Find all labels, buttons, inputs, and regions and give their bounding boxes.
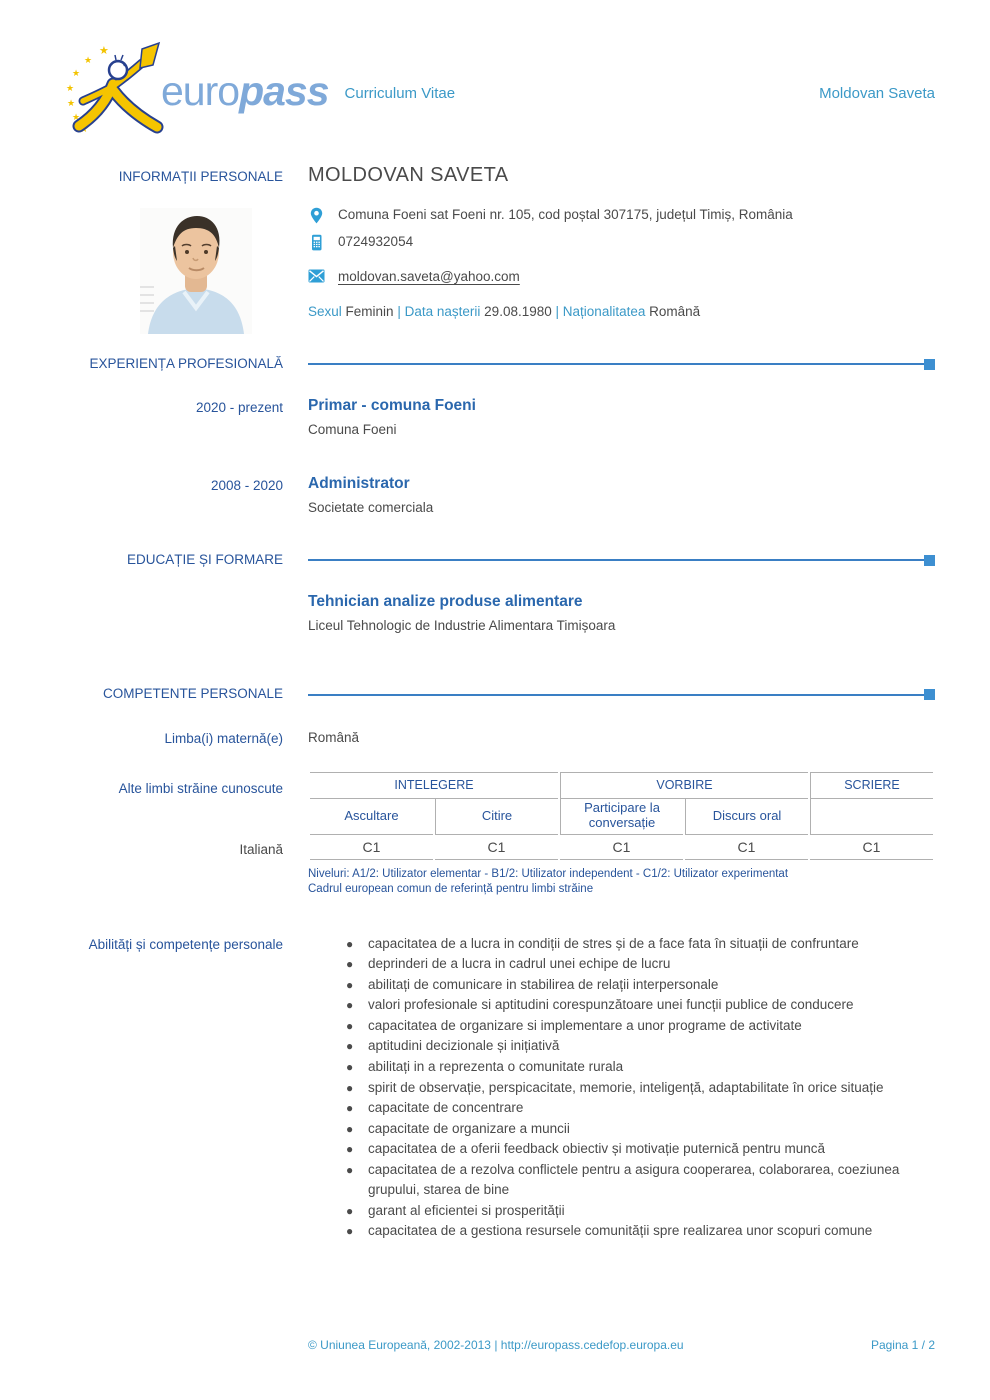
table-subheader-conversation: Participare la conversație — [560, 799, 683, 835]
skill-item — [308, 1078, 935, 1099]
skill-text: capacitate de organizare a muncii — [368, 1120, 570, 1136]
mother-tongue-row — [0, 730, 990, 748]
bullet-icon: ● — [346, 1101, 354, 1116]
skill-text: capacitatea de organizare si implementare a unor programe de activitate — [368, 1017, 802, 1033]
svg-text:★: ★ — [66, 83, 75, 94]
skills-section — [0, 934, 990, 1242]
bullet-icon: ● — [346, 1018, 354, 1033]
skills-label: Abilități și competențe personale — [88, 936, 283, 952]
bullet-icon: ● — [346, 998, 354, 1013]
level-cell: C1 — [310, 835, 433, 860]
skill-item — [308, 1160, 935, 1201]
bullet-icon: ● — [346, 1080, 354, 1095]
education-entry — [0, 593, 990, 633]
skill-item — [308, 1016, 935, 1037]
education-org: Liceul Tehnologic de Industrie Alimentara Timișoara — [308, 618, 616, 634]
table-subheader-oral: Discurs oral — [685, 799, 808, 835]
phone-number: 0724932054 — [338, 234, 414, 249]
skill-text: capacitatea de a rezolva conflictele pentru a asigura cooperarea, colaborarea, coeziunea grupului, starea de bine — [368, 1161, 900, 1198]
email-envelope-icon — [308, 269, 325, 283]
skill-text: deprinderi de a lucra in cadrul unei echipe de lucru — [368, 956, 671, 972]
level-cell: C1 — [560, 835, 683, 860]
europass-logo — [63, 40, 329, 135]
sex-value: Feminin — [345, 304, 394, 319]
skill-text: aptitudini decizionale și inițiativă — [368, 1038, 560, 1054]
competences-section-label: COMPETENTE PERSONALE — [102, 686, 283, 702]
bullet-icon: ● — [346, 977, 354, 992]
language-levels-table — [308, 772, 935, 860]
section-rule — [308, 688, 935, 701]
level-cell: C1 — [435, 835, 558, 860]
skill-item — [308, 1139, 935, 1160]
birth-value: 29.08.1980 — [484, 304, 552, 319]
experience-entry — [0, 475, 990, 515]
personal-section-label: INFORMAȚII PERSONALE — [118, 169, 283, 184]
address-text: Comuna Foeni sat Foeni nr. 105, cod poștal 307175, județul Timiș, România — [338, 207, 793, 222]
experience-period: 2020 - prezent — [195, 400, 283, 416]
birth-label: Data nașterii — [404, 304, 481, 319]
svg-text:★: ★ — [99, 43, 109, 57]
svg-text:★: ★ — [84, 55, 93, 66]
footer-copyright: © Uniunea Europeană, 2002-2013 | http://europass.cedefop.europa.eu — [308, 1338, 684, 1352]
logo-pass: pass — [239, 67, 329, 114]
skill-item — [308, 954, 935, 975]
separator: | — [555, 304, 560, 319]
phone-row — [308, 234, 935, 251]
footer-page-number: Pagina 1 / 2 — [870, 1338, 935, 1352]
skill-item — [308, 995, 935, 1016]
skill-text: spirit de observație, perspicacitate, memorie, inteligență, adaptabilitate în orice situație — [368, 1079, 884, 1095]
experience-title: Primar - comuna Foeni — [308, 397, 476, 415]
education-section-label: EDUCAȚIE ȘI FORMARE — [126, 552, 283, 568]
bullet-icon: ● — [346, 1060, 354, 1074]
experience-title: Administrator — [308, 475, 410, 493]
experience-period: 2008 - 2020 — [210, 478, 283, 494]
skill-text: capacitatea de a lucra in condiții de stres și de a face fata în situații de confruntare — [368, 935, 859, 951]
bullet-icon: ● — [346, 1039, 354, 1054]
section-rule-endcap — [924, 359, 935, 370]
skill-text: garant al eficientei si prosperității — [368, 1202, 565, 1218]
section-rule-endcap — [924, 555, 935, 566]
page-footer — [308, 1338, 935, 1352]
bullet-icon: ● — [346, 957, 354, 972]
nationality-label: Naționalitatea — [562, 304, 646, 319]
section-rule — [308, 358, 935, 371]
bullet-icon: ● — [346, 1121, 354, 1136]
bullet-icon: ● — [346, 1224, 354, 1239]
personal-info-section — [0, 164, 990, 319]
skills-list — [308, 934, 935, 1242]
bullet-icon: ● — [346, 936, 354, 951]
table-header-speaking: VORBIRE — [560, 772, 808, 799]
levels-note: Niveluri: A1/2: Utilizator elementar - B1/2: Utilizator independent - C1/2: Utilizator experimentat — [308, 867, 789, 880]
language-name: Italiană — [239, 842, 283, 858]
europass-logo-figure — [63, 40, 165, 135]
level-cell: C1 — [810, 835, 933, 860]
skill-item — [308, 934, 935, 955]
skill-text: valori profesionale si aptitudini corespunzătoare unei funcții publice de conducere — [368, 997, 854, 1013]
skill-text: abilitați de comunicare in stabilirea de relații interpersonale — [368, 976, 719, 992]
education-title: Tehnician analize produse alimentare — [308, 593, 583, 611]
location-pin-icon — [308, 207, 325, 224]
mobile-phone-icon — [308, 234, 325, 251]
mother-tongue-value: Română — [308, 729, 360, 745]
bullet-icon: ● — [346, 1162, 354, 1177]
languages-row — [0, 772, 990, 898]
experience-section-label: EXPERIENȚA PROFESIONALĂ — [89, 356, 283, 371]
section-rule-endcap — [924, 689, 935, 700]
address-row — [308, 207, 935, 224]
svg-text:★: ★ — [80, 124, 89, 135]
skill-text: capacitatea de a oferii feedback obiectiv și motivație puternică pentru muncă — [368, 1141, 826, 1157]
bullet-icon: ● — [346, 1142, 354, 1157]
experience-org: Societate comerciala — [308, 500, 434, 516]
separator: | — [397, 304, 401, 319]
language-level-row — [310, 835, 933, 860]
skill-item — [308, 1119, 935, 1140]
skill-item — [308, 975, 935, 996]
table-header-understanding: INTELEGERE — [310, 772, 558, 799]
cefr-link[interactable]: Cadrul european comun de referință pentru limbi străine — [308, 883, 594, 896]
skill-text: abilitați in a reprezenta o comunitate rurala — [368, 1059, 624, 1074]
education-section-header — [0, 551, 990, 569]
email-row — [308, 269, 935, 284]
nationality-value: Română — [649, 304, 701, 319]
competences-section-header — [0, 685, 990, 703]
skill-item — [308, 1057, 935, 1078]
skill-item — [308, 1036, 935, 1057]
experience-org: Comuna Foeni — [308, 422, 397, 438]
logo-euro: euro — [161, 67, 240, 114]
section-rule — [308, 554, 935, 567]
skill-text: capacitatea de a gestiona resursele comunității spre realizarea unor scopuri comune — [368, 1223, 873, 1239]
europass-logo-text — [161, 68, 329, 115]
svg-text:★: ★ — [72, 68, 81, 79]
skill-item — [308, 1098, 935, 1119]
header-owner-name: Moldovan Saveta — [819, 84, 935, 102]
page-header — [0, 0, 990, 134]
sex-label: Sexul — [308, 304, 342, 319]
skill-text: capacitate de concentrare — [368, 1100, 524, 1116]
table-subheader-listening: Ascultare — [310, 799, 433, 835]
person-name: MOLDOVAN SAVETA — [308, 164, 509, 186]
table-subheader-empty — [810, 799, 933, 835]
skill-item — [308, 1221, 935, 1242]
experience-section-header — [0, 355, 990, 373]
other-languages-label: Alte limbi străine cunoscute — [118, 780, 283, 796]
mother-tongue-label: Limba(i) maternă(e) — [164, 730, 283, 746]
profile-photo — [140, 208, 252, 334]
experience-entry — [0, 397, 990, 437]
level-cell: C1 — [685, 835, 808, 860]
personal-meta-line — [308, 304, 935, 319]
table-subheader-reading: Citire — [435, 799, 558, 835]
table-header-writing: SCRIERE — [810, 772, 933, 799]
svg-text:★: ★ — [72, 112, 81, 123]
document-type: Curriculum Vitae — [344, 84, 456, 102]
svg-text:★: ★ — [67, 98, 76, 109]
skill-item — [308, 1201, 935, 1222]
email-link[interactable]: moldovan.saveta@yahoo.com — [338, 269, 520, 284]
bullet-icon: ● — [346, 1203, 354, 1218]
